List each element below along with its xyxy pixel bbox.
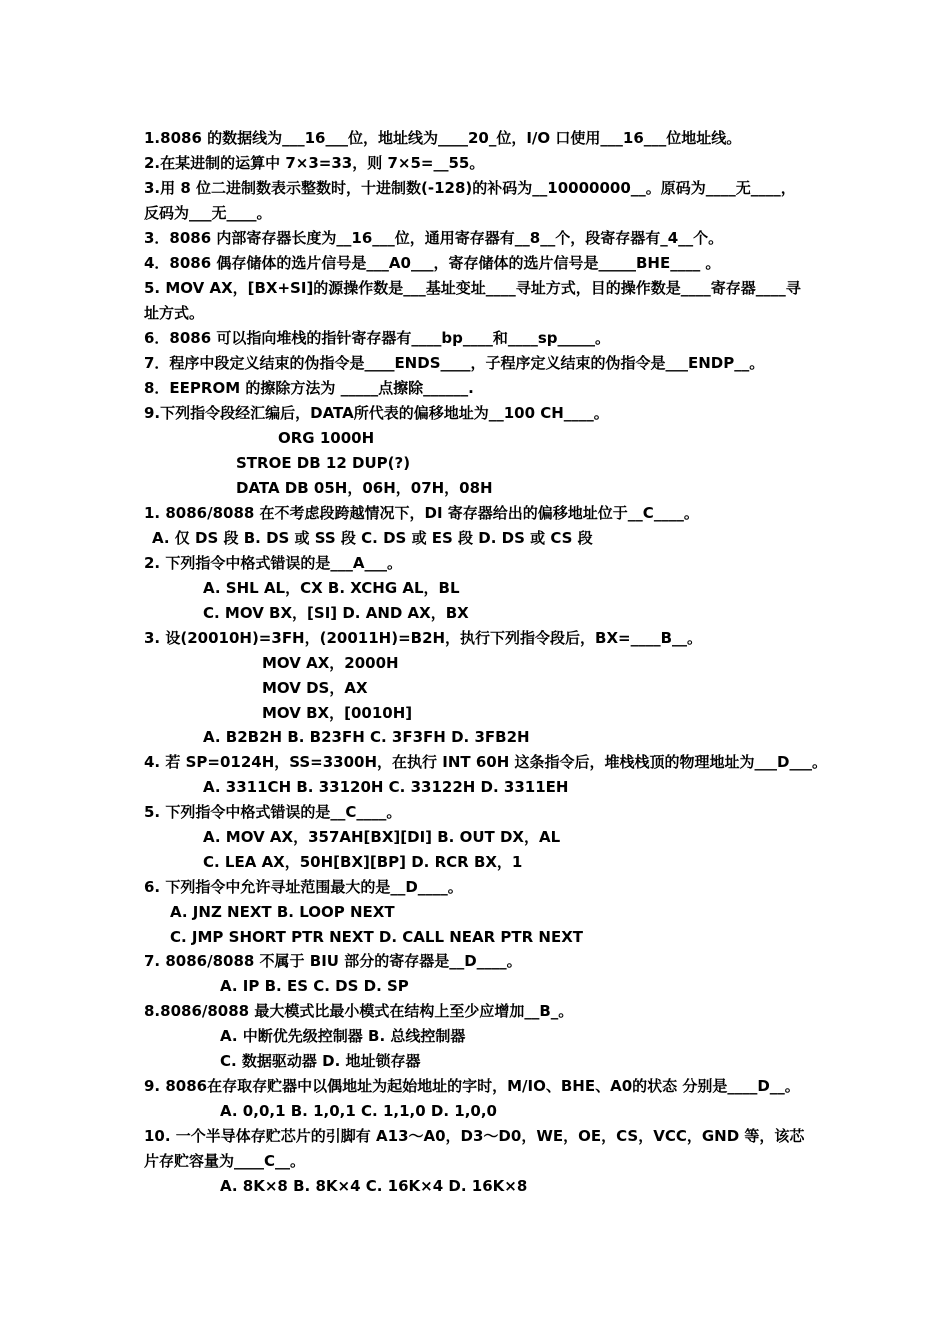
mc-q6: 6. 下列指令中允许寻址范围最大的是__D____。 — [144, 878, 463, 896]
fill-in-q6-line1: 5. MOV AX，[BX+SI]的源操作数是___基址变址____寻址方式，目的操作数是____寄存器____寻 — [144, 279, 801, 297]
fill-in-q9: 8．EEPROM 的擦除方法为 _____点擦除______. — [144, 379, 474, 397]
mc-q10-options: A. 8K×8 B. 8K×4 C. 16K×4 D. 16K×8 — [220, 1177, 528, 1195]
mc-q8-options-1: A. 中断优先级控制器 B. 总线控制器 — [220, 1027, 466, 1045]
code-line: MOV DS，AX — [262, 679, 368, 697]
mc-q10-line1: 10. 一个半导体存贮芯片的引脚有 A13～A0，D3～D0，WE，OE，CS，VCC，GND 等，该芯 — [144, 1127, 805, 1145]
mc-q3-options: A. B2B2H B. B23FH C. 3F3FH D. 3FB2H — [203, 728, 530, 746]
mc-q9-options: A. 0,0,1 B. 1,0,1 C. 1,1,0 D. 1,0,0 — [220, 1102, 497, 1120]
mc-q4-options: A. 3311CH B. 33120H C. 33122H D. 3311EH — [203, 778, 569, 796]
mc-q7: 7. 8086/8088 不属于 BIU 部分的寄存器是__D____。 — [144, 952, 522, 970]
code-line: STROE DB 12 DUP(?) — [236, 454, 411, 472]
fill-in-q2: 2.在某进制的运算中 7×3=33，则 7×5=__55。 — [144, 154, 485, 172]
code-line: ORG 1000H — [278, 429, 375, 447]
mc-q6-options-2: C. JMP SHORT PTR NEXT D. CALL NEAR PTR NEXT — [170, 928, 584, 946]
mc-q1-options: A. 仅 DS 段 B. DS 或 SS 段 C. DS 或 ES 段 D. DS 或 CS 段 — [152, 529, 593, 547]
mc-q1: 1. 8086/8088 在不考虑段跨越情况下，DI 寄存器给出的偏移地址位于__C____。 — [144, 504, 699, 522]
mc-q9: 9. 8086在存取存贮器中以偶地址为起始地址的字时，M/IO、BHE、A0的状态 分别是____D__。 — [144, 1077, 800, 1095]
fill-in-q6-line2: 址方式。 — [144, 304, 205, 322]
code-line: MOV AX，2000H — [262, 654, 399, 672]
fill-in-q3-line1: 3.用 8 位二进制数表示整数时，十进制数(-128)的补码为__10000000__。原码为____无____， — [144, 179, 796, 197]
fill-in-q8: 7．程序中段定义结束的伪指令是____ENDS____，子程序定义结束的伪指令是___ENDP__。 — [144, 354, 765, 372]
fill-in-q3-line2: 反码为___无____。 — [144, 204, 272, 222]
mc-q10-line2: 片存贮容量为____C__。 — [144, 1152, 306, 1170]
mc-q2-options-1: A. SHL AL，CX B. XCHG AL，BL — [203, 579, 460, 597]
mc-q2-options-2: C. MOV BX，[SI] D. AND AX，BX — [203, 604, 469, 622]
mc-q2: 2. 下列指令中格式错误的是___A___。 — [144, 554, 402, 572]
mc-q3: 3. 设(20010H)=3FH，(20011H)=B2H，执行下列指令段后，BX=____B__。 — [144, 629, 703, 647]
mc-q7-options: A. IP B. ES C. DS D. SP — [220, 977, 409, 995]
mc-q5-options-1: A. MOV AX，357AH[BX][DI] B. OUT DX，AL — [203, 828, 561, 846]
mc-q5: 5. 下列指令中格式错误的是__C____。 — [144, 803, 402, 821]
mc-q4: 4. 若 SP=0124H，SS=3300H，在执行 INT 60H 这条指令后，堆栈栈顶的物理地址为___D___。 — [144, 753, 827, 771]
mc-q5-options-2: C. LEA AX，50H[BX][BP] D. RCR BX，1 — [203, 853, 523, 871]
fill-in-q10: 9.下列指令段经汇编后，DATA所代表的偏移地址为__100 CH____。 — [144, 404, 609, 422]
code-line: MOV BX，[0010H] — [262, 704, 413, 722]
mc-q8-options-2: C. 数据驱动器 D. 地址锁存器 — [220, 1052, 421, 1070]
code-line: DATA DB 05H，06H，07H，08H — [236, 479, 493, 497]
fill-in-q5: 4．8086 偶存储体的选片信号是___A0___，寄存储体的选片信号是_____BHE____ 。 — [144, 254, 721, 272]
mc-q8: 8.8086/8088 最大模式比最小模式在结构上至少应增加__B_。 — [144, 1002, 574, 1020]
fill-in-q7: 6．8086 可以指向堆栈的指针寄存器有____bp____和____sp_____。 — [144, 329, 611, 347]
mc-q6-options-1: A. JNZ NEXT B. LOOP NEXT — [170, 903, 395, 921]
fill-in-q4: 3．8086 内部寄存器长度为__16___位，通用寄存器有__8__个，段寄存器有_4__个。 — [144, 229, 724, 247]
fill-in-q1: 1.8086 的数据线为___16___位，地址线为____20_位，I/O 口使用___16___位地址线。 — [144, 129, 742, 147]
